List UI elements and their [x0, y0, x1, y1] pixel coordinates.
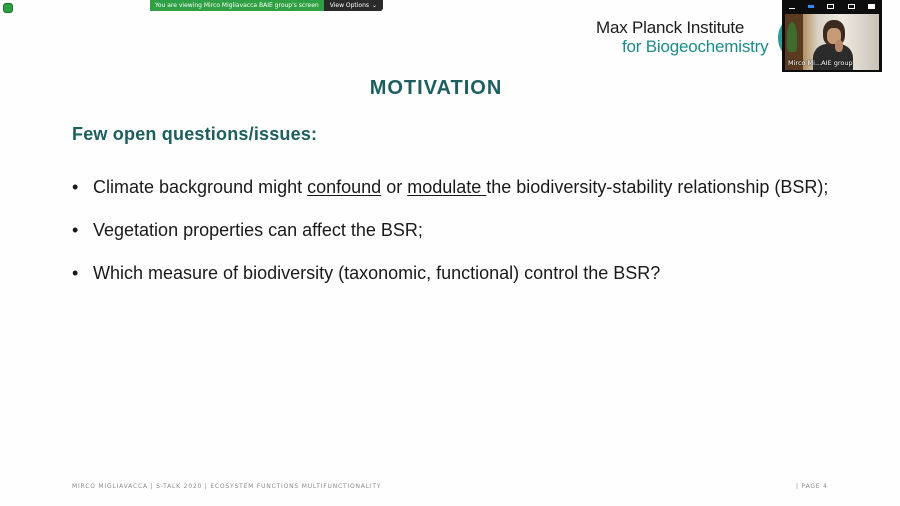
bullet1-underline-confound: confound: [307, 177, 382, 197]
bullet1-text-or: or: [381, 177, 408, 197]
bullet-item: [72, 219, 852, 241]
bullet-list: [72, 176, 852, 284]
bullet1-underline-modulate: modulate: [407, 177, 487, 197]
slide-footer: MIRCO MIGLIAVACCA | S-TALK 2020 | ECOSYSTEM FUNCTIONS MULTIFUNCTIONALITY: [72, 483, 382, 490]
bullet-item: [72, 176, 852, 198]
person-hand: [835, 40, 843, 52]
bullet-item: [72, 262, 852, 284]
bullet3-text: Which measure of biodiversity (taxonomic, functional) control the BSR?: [93, 263, 661, 283]
minimize-icon[interactable]: [789, 5, 795, 9]
participant-name: Mirco Mi...AIE group: [788, 59, 853, 67]
plant-image: [787, 22, 797, 52]
security-shield-icon[interactable]: [4, 4, 12, 12]
view-options-button[interactable]: [324, 0, 383, 11]
bullet1-text: Climate background might: [93, 177, 308, 197]
speaker-view-icon[interactable]: [848, 4, 855, 9]
participant-video[interactable]: [782, 0, 882, 72]
chevron-down-icon: ⌄: [372, 2, 378, 9]
institute-subname: for Biogeochemistry: [622, 37, 769, 56]
slide-subtitle: Few open questions/issues:: [72, 124, 318, 144]
bullet1-text-end: the biodiversity-stability relationship (BSR);: [486, 177, 829, 197]
screen-share-banner: [150, 0, 383, 11]
page-number: | PAGE 4: [796, 483, 828, 490]
bullet2-text: Vegetation properties can affect the BSR;: [93, 220, 423, 240]
gallery-view-icon[interactable]: [827, 4, 834, 9]
viewing-notice: You are viewing Mirco Migliavacca BAIE group's screen: [150, 0, 324, 11]
active-speaker-icon[interactable]: [808, 5, 814, 8]
fullscreen-icon[interactable]: [868, 4, 875, 9]
institute-name: Max Planck Institute: [596, 18, 745, 37]
view-options-label: View Options: [329, 2, 370, 9]
video-toolbar: [782, 0, 882, 13]
slide-title: MOTIVATION: [369, 77, 503, 99]
